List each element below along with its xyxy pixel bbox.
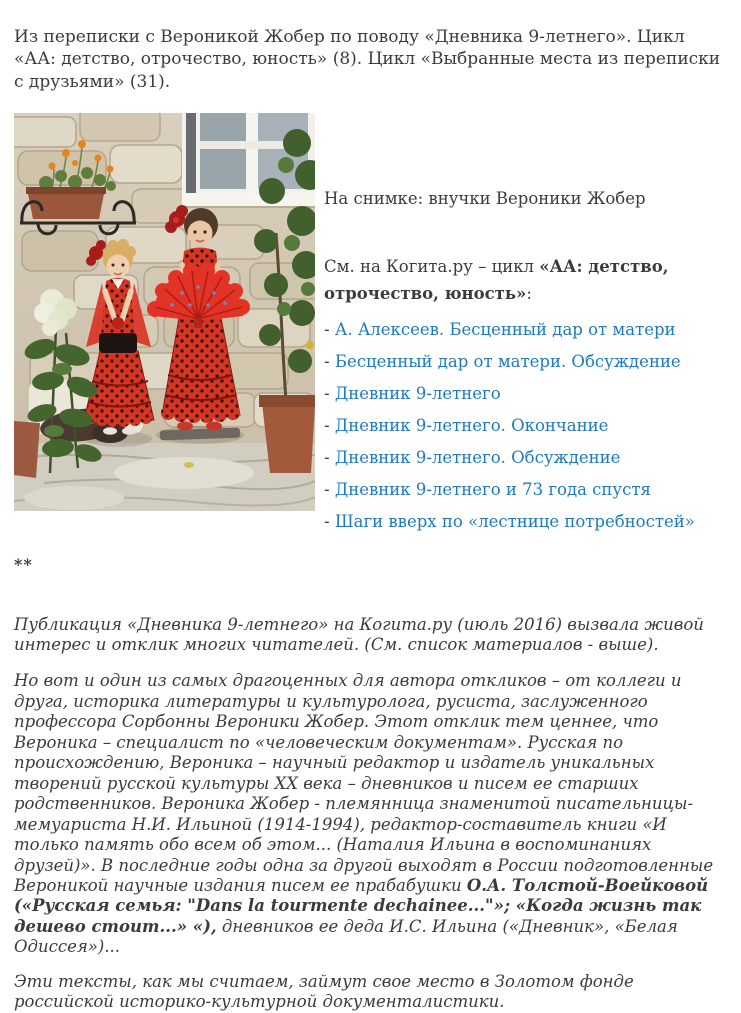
link-priceless-gift[interactable]: А. Алексеев. Бесценный дар от матери	[334, 319, 676, 339]
list-dash: -	[324, 447, 335, 467]
list-dash: -	[324, 383, 335, 403]
link-diary-9yo[interactable]: Дневник 9-летнего	[334, 383, 501, 403]
list-item	[324, 481, 723, 500]
list-dash: -	[324, 511, 335, 531]
asterisk-separator: **	[14, 554, 33, 574]
photo-side-column	[315, 113, 723, 544]
links-list	[324, 321, 723, 532]
see-also-line	[324, 254, 723, 307]
link-diary-73-years-later[interactable]: Дневник 9-летнего и 73 года спустя	[334, 479, 651, 499]
photo-illustration	[14, 113, 315, 511]
right-pot-rim	[259, 395, 315, 407]
see-also-cycle-title: «АА: детство, отрочество, юность»	[324, 257, 669, 304]
shadow	[84, 431, 152, 447]
paragraph-veronique-bold: О.А. Толстой-Воейковой («Русская семья: "Dans la tourmente dechainee..."»; «Когда жизнь так дешево стоит...» «),	[14, 875, 709, 936]
list-dash: -	[324, 479, 335, 499]
media-row	[14, 113, 723, 544]
list-item	[324, 417, 723, 436]
paragraph-golden-fund: Эти тексты, как мы считаем, займут свое место в Золотом фонде российской историко-культурной документалистики.	[14, 971, 634, 1012]
list-item	[324, 385, 723, 404]
link-diary-9yo-ending[interactable]: Дневник 9-летнего. Окончание	[334, 415, 609, 435]
photo-caption: На снимке: внучки Вероники Жобер	[324, 189, 646, 209]
paragraph-publication: Публикация «Дневника 9-летнего» на Когита.ру (июль 2016) вызвала живой интерес и отклик многих читателей. (См. список материалов - выше).	[14, 614, 704, 654]
list-dash: -	[324, 351, 335, 371]
list-dash: -	[324, 319, 335, 339]
see-also-suffix: :	[526, 284, 532, 304]
see-also-prefix: См. на Когита.ру – цикл	[324, 257, 540, 277]
intro-paragraph: Из переписки с Вероникой Жобер по поводу «Дневника 9-летнего». Цикл «АА: детство, отрочество, юность» (8). Цикл «Выбранные места из переписки с друзьями» (31).	[14, 27, 721, 92]
right-pot	[262, 403, 315, 473]
left-pot	[14, 421, 40, 478]
paragraph-veronique	[14, 671, 723, 957]
list-item	[324, 449, 723, 468]
link-steps-up-ladder[interactable]: Шаги вверх по «лестнице потребностей»	[334, 511, 695, 531]
list-item	[324, 353, 723, 372]
window	[182, 113, 315, 207]
photo-grandchildren	[14, 113, 315, 511]
link-priceless-gift-discussion[interactable]: Бесценный дар от матери. Обсуждение	[334, 351, 681, 371]
paragraph-veronique-text: Но вот и один из самых драгоценных для автора откликов – от коллеги и друга, историка литературы и культуролога, русиста, заслуженного профессора Сорбонны Вероники Жобер. Этот отклик тем ценнее, что Вероника – специалист по «человеческим документам». Русская по происхождению, Вероника – научный редактор и издатель уникальных творений русской культуры XX века – дневников и писем ее старших родственников. Вероника Жобер - племянница знаменитой писательницы-мемуариста Н.И. Ильиной (1914-1994), редактор-составитель книги «И только память обо всем об этом... (Наталия Ильина в воспоминаниях друзей)». В последние годы одна за другой выходят в России подготовленные Вероникой научные издания писем ее прабабушки	[14, 671, 714, 895]
paragraph-veronique-tail: дневников ее деда И.С. Ильина («Дневник», «Белая Одиссея»)...	[14, 916, 678, 957]
list-dash: -	[324, 415, 335, 435]
link-diary-9yo-discussion[interactable]: Дневник 9-летнего. Обсуждение	[334, 447, 621, 467]
list-item	[324, 321, 723, 340]
list-item	[324, 513, 723, 532]
